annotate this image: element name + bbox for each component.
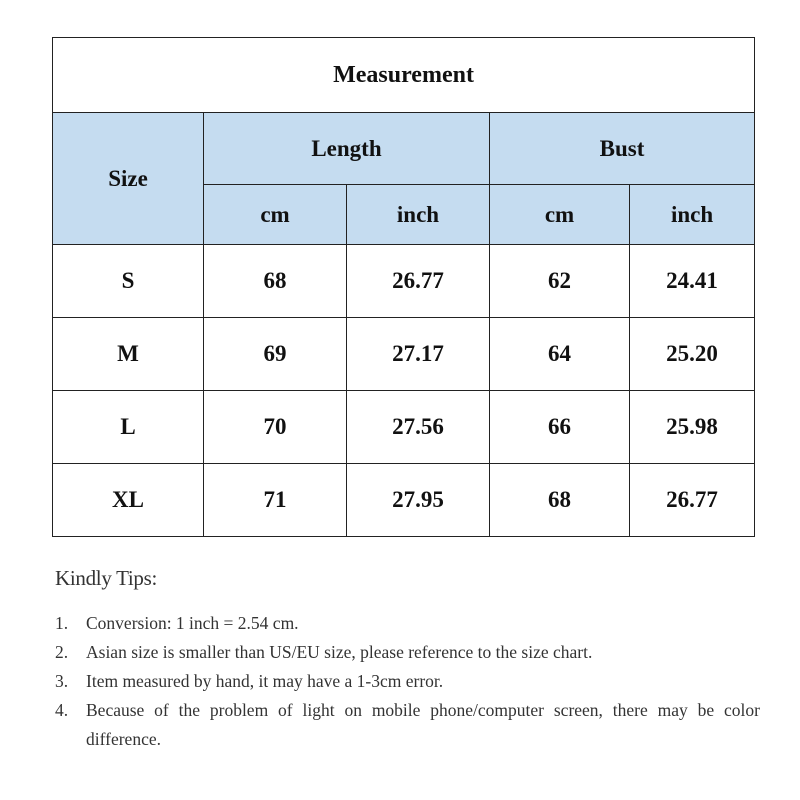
length-inch-cell: 27.17: [347, 318, 490, 391]
tip-number: 3.: [55, 671, 69, 691]
tips-title: Kindly Tips:: [55, 566, 158, 590]
length-cm-cell: 70: [204, 391, 347, 464]
bust-inch-header: inch: [630, 185, 755, 245]
bust-inch-cell: 26.77: [630, 464, 755, 537]
length-cm-header: cm: [204, 185, 347, 245]
length-cm-cell: 71: [204, 464, 347, 537]
list-item: [55, 696, 760, 754]
list-item: [55, 638, 760, 667]
length-inch-cell: 27.56: [347, 391, 490, 464]
tip-number: 1.: [55, 613, 69, 633]
table-row: [53, 464, 755, 537]
length-inch-cell: 26.77: [347, 245, 490, 318]
length-inch-cell: 27.95: [347, 464, 490, 537]
size-cell: XL: [53, 464, 204, 537]
tip-text: Item measured by hand, it may have a 1-3cm error.: [86, 671, 444, 691]
bust-cm-cell: 66: [490, 391, 630, 464]
measurement-table: [52, 37, 755, 537]
bust-cm-header: cm: [490, 185, 630, 245]
list-item: [55, 667, 760, 696]
tip-text: Asian size is smaller than US/EU size, please reference to the size chart.: [86, 642, 593, 662]
size-cell: L: [53, 391, 204, 464]
table-row: [53, 318, 755, 391]
size-cell: S: [53, 245, 204, 318]
tip-number: 4.: [55, 700, 69, 720]
tip-text: Because of the problem of light on mobile phone/computer screen, there may be color difference.: [86, 700, 760, 749]
list-item: [55, 609, 760, 638]
tip-number: 2.: [55, 642, 69, 662]
length-inch-header: inch: [347, 185, 490, 245]
length-cm-cell: 68: [204, 245, 347, 318]
length-cm-cell: 69: [204, 318, 347, 391]
size-header: Size: [53, 113, 204, 245]
bust-inch-cell: 24.41: [630, 245, 755, 318]
table-title: Measurement: [53, 38, 755, 113]
tip-text: Conversion: 1 inch = 2.54 cm.: [86, 613, 299, 633]
length-header: Length: [204, 113, 490, 185]
bust-inch-cell: 25.98: [630, 391, 755, 464]
tips-list: [55, 609, 760, 754]
bust-header: Bust: [490, 113, 755, 185]
bust-inch-cell: 25.20: [630, 318, 755, 391]
table-row: [53, 391, 755, 464]
kindly-tips: [55, 566, 760, 754]
bust-cm-cell: 62: [490, 245, 630, 318]
bust-cm-cell: 68: [490, 464, 630, 537]
table-row: [53, 245, 755, 318]
size-cell: M: [53, 318, 204, 391]
bust-cm-cell: 64: [490, 318, 630, 391]
